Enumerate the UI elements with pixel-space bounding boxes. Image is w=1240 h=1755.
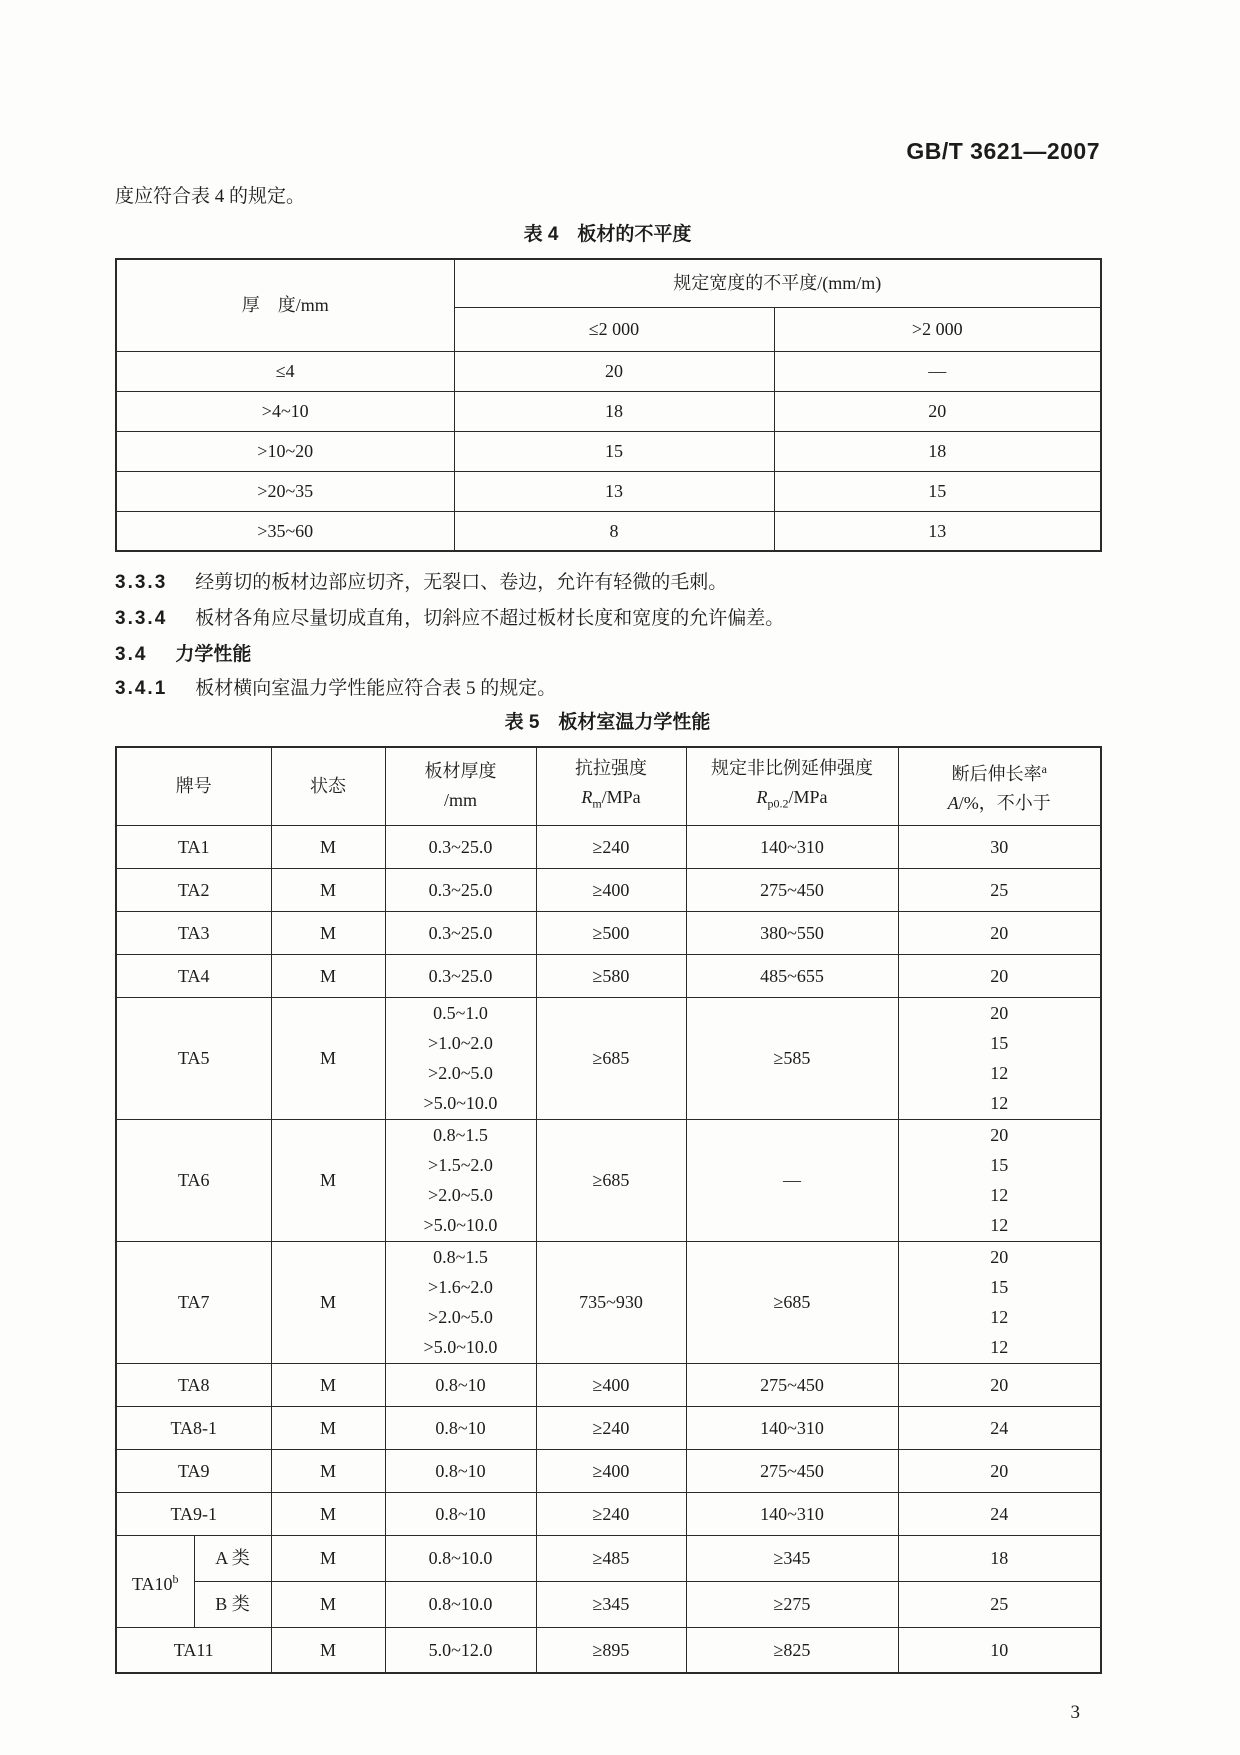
cell: M bbox=[271, 1241, 385, 1363]
cell: 20 bbox=[898, 1449, 1101, 1492]
cell: ≥685 bbox=[536, 997, 686, 1119]
cell-grade: TA5 bbox=[116, 997, 271, 1119]
table5-header-row bbox=[116, 747, 1101, 825]
cell: 13 bbox=[774, 511, 1101, 551]
table-row bbox=[116, 911, 1101, 954]
table4-header-row1 bbox=[116, 259, 1101, 307]
cell: M bbox=[271, 1581, 385, 1627]
cell: M bbox=[271, 997, 385, 1119]
cell: 25 bbox=[898, 868, 1101, 911]
cell: ≥400 bbox=[536, 868, 686, 911]
cell: 140~310 bbox=[686, 1492, 898, 1535]
clause-number: 3.4.1 bbox=[115, 678, 168, 699]
cell: 18 bbox=[454, 391, 774, 431]
cell-elongation-list: 20 15 12 12 bbox=[898, 997, 1101, 1119]
t5-header-yield: 规定非比例延伸强度 $R_{p0.2}$/MPa bbox=[686, 747, 898, 825]
t4-subheader-le2000: ≤2 000 bbox=[454, 307, 774, 351]
table-row bbox=[116, 1119, 1101, 1241]
cell: M bbox=[271, 1449, 385, 1492]
table-row bbox=[116, 1363, 1101, 1406]
cell: 0.8~10.0 bbox=[385, 1581, 536, 1627]
cell-grade: TA11 bbox=[116, 1627, 271, 1673]
cell: 13 bbox=[454, 471, 774, 511]
standard-number: GB/T 3621—2007 bbox=[906, 138, 1100, 164]
table-row bbox=[116, 1581, 1101, 1627]
cell: M bbox=[271, 911, 385, 954]
cell: M bbox=[271, 825, 385, 868]
cell: 24 bbox=[898, 1492, 1101, 1535]
cell-grade: TA1 bbox=[116, 825, 271, 868]
table-row bbox=[116, 1449, 1101, 1492]
cell-grade: TA3 bbox=[116, 911, 271, 954]
cell: 20 bbox=[774, 391, 1101, 431]
cell-grade: TA9-1 bbox=[116, 1492, 271, 1535]
cell: M bbox=[271, 868, 385, 911]
cell: 18 bbox=[898, 1535, 1101, 1581]
table4-title: 表 4 板材的不平度 bbox=[523, 224, 692, 245]
table-mechanical-properties bbox=[115, 746, 1102, 1674]
cell: >35~60 bbox=[116, 511, 454, 551]
cell: 25 bbox=[898, 1581, 1101, 1627]
table-flatness bbox=[115, 258, 1102, 552]
cell: ≥240 bbox=[536, 825, 686, 868]
cell-grade: TA2 bbox=[116, 868, 271, 911]
cell: — bbox=[774, 351, 1101, 391]
cell: M bbox=[271, 1535, 385, 1581]
table-row bbox=[116, 1406, 1101, 1449]
t4-header-flatness: 规定宽度的不平度/(mm/m) bbox=[454, 259, 1101, 307]
cell-class: A 类 bbox=[194, 1535, 271, 1581]
cell: ≥400 bbox=[536, 1363, 686, 1406]
cell: 0.3~25.0 bbox=[385, 825, 536, 868]
table-row bbox=[116, 825, 1101, 868]
cell-grade-ta10: TA10$^b$ bbox=[116, 1535, 194, 1627]
cell: ≥585 bbox=[686, 997, 898, 1119]
cell: 8 bbox=[454, 511, 774, 551]
cell: 0.8~10 bbox=[385, 1492, 536, 1535]
table-row bbox=[116, 351, 1101, 391]
cell: 0.3~25.0 bbox=[385, 954, 536, 997]
table-row bbox=[116, 391, 1101, 431]
cell-grade: TA6 bbox=[116, 1119, 271, 1241]
table-row bbox=[116, 471, 1101, 511]
t5-header-tensile: 抗拉强度 $R_m$/MPa bbox=[536, 747, 686, 825]
cell: 275~450 bbox=[686, 1449, 898, 1492]
cell-elongation-list: 20 15 12 12 bbox=[898, 1119, 1101, 1241]
cell: 10 bbox=[898, 1627, 1101, 1673]
cell: 380~550 bbox=[686, 911, 898, 954]
cell: 15 bbox=[774, 471, 1101, 511]
cell: ≥485 bbox=[536, 1535, 686, 1581]
cell: 140~310 bbox=[686, 825, 898, 868]
cell: 18 bbox=[774, 431, 1101, 471]
cell-thickness-list: 0.8~1.5 >1.6~2.0 >2.0~5.0 >5.0~10.0 bbox=[385, 1241, 536, 1363]
cell: M bbox=[271, 1492, 385, 1535]
cell: ≥580 bbox=[536, 954, 686, 997]
table-row bbox=[116, 1627, 1101, 1673]
cell: 20 bbox=[454, 351, 774, 391]
cell: 20 bbox=[898, 1363, 1101, 1406]
cell: 140~310 bbox=[686, 1406, 898, 1449]
table-row bbox=[116, 1535, 1101, 1581]
cell: M bbox=[271, 954, 385, 997]
cell: 15 bbox=[454, 431, 774, 471]
cell-thickness-list: 0.8~1.5 >1.5~2.0 >2.0~5.0 >5.0~10.0 bbox=[385, 1119, 536, 1241]
clause-number: 3.3.3 bbox=[115, 572, 168, 593]
clause-3-4-1 bbox=[115, 676, 1100, 702]
t5-header-grade: 牌号 bbox=[116, 747, 271, 825]
cell-grade: TA8-1 bbox=[116, 1406, 271, 1449]
table5-title: 表 5 板材室温力学性能 bbox=[504, 712, 711, 733]
cell: 24 bbox=[898, 1406, 1101, 1449]
clause-heading-text: 力学性能 bbox=[175, 644, 252, 665]
clause-text: 经剪切的板材边部应切齐，无裂口、卷边，允许有轻微的毛刺。 bbox=[195, 572, 728, 593]
cell: ≥500 bbox=[536, 911, 686, 954]
clause-text: 板材横向室温力学性能应符合表 5 的规定。 bbox=[195, 678, 557, 699]
t5-header-thickness: 板材厚度 /mm bbox=[385, 747, 536, 825]
cell: — bbox=[686, 1119, 898, 1241]
cell-grade: TA9 bbox=[116, 1449, 271, 1492]
cell: 20 bbox=[898, 954, 1101, 997]
t4-subheader-gt2000: >2 000 bbox=[774, 307, 1101, 351]
clause-number: 3.4 bbox=[115, 644, 148, 665]
cell: ≥685 bbox=[536, 1119, 686, 1241]
table-row bbox=[116, 511, 1101, 551]
cell-thickness-list: 0.5~1.0 >1.0~2.0 >2.0~5.0 >5.0~10.0 bbox=[385, 997, 536, 1119]
cell: ≥400 bbox=[536, 1449, 686, 1492]
cell: ≥825 bbox=[686, 1627, 898, 1673]
clause-text: 板材各角应尽量切成直角，切斜应不超过板材长度和宽度的允许偏差。 bbox=[195, 608, 785, 629]
t5-header-state: 状态 bbox=[271, 747, 385, 825]
cell: 485~655 bbox=[686, 954, 898, 997]
cell: 0.3~25.0 bbox=[385, 911, 536, 954]
cell: ≥240 bbox=[536, 1406, 686, 1449]
page-number: 3 bbox=[1070, 1702, 1080, 1723]
cell: ≥240 bbox=[536, 1492, 686, 1535]
cell: M bbox=[271, 1406, 385, 1449]
cell: 5.0~12.0 bbox=[385, 1627, 536, 1673]
table-row bbox=[116, 868, 1101, 911]
cell-grade: TA7 bbox=[116, 1241, 271, 1363]
cell: ≥685 bbox=[686, 1241, 898, 1363]
cell: M bbox=[271, 1119, 385, 1241]
cell: 20 bbox=[898, 911, 1101, 954]
clause-3-3-3 bbox=[115, 570, 1100, 596]
cell: 0.8~10 bbox=[385, 1406, 536, 1449]
cell-class: B 类 bbox=[194, 1581, 271, 1627]
cell: ≤4 bbox=[116, 351, 454, 391]
cell: M bbox=[271, 1627, 385, 1673]
cell-grade: TA4 bbox=[116, 954, 271, 997]
cell: 0.8~10 bbox=[385, 1363, 536, 1406]
clause-number: 3.3.4 bbox=[115, 608, 168, 629]
cell: >10~20 bbox=[116, 431, 454, 471]
cell: M bbox=[271, 1363, 385, 1406]
clause-3-3-4 bbox=[115, 606, 1100, 632]
table-row bbox=[116, 1241, 1101, 1363]
cell: 0.3~25.0 bbox=[385, 868, 536, 911]
cell: ≥275 bbox=[686, 1581, 898, 1627]
cell: 0.8~10.0 bbox=[385, 1535, 536, 1581]
table-row bbox=[116, 431, 1101, 471]
table-row bbox=[116, 954, 1101, 997]
clause-3-4-heading bbox=[115, 642, 1100, 668]
table-row bbox=[116, 997, 1101, 1119]
cell: >4~10 bbox=[116, 391, 454, 431]
cell: ≥345 bbox=[686, 1535, 898, 1581]
cell: 30 bbox=[898, 825, 1101, 868]
cell: 275~450 bbox=[686, 1363, 898, 1406]
t5-header-elongation: 断后伸长率$^a$ A/%，不小于 bbox=[898, 747, 1101, 825]
cell: 0.8~10 bbox=[385, 1449, 536, 1492]
cell: ≥345 bbox=[536, 1581, 686, 1627]
cell: ≥895 bbox=[536, 1627, 686, 1673]
cell: >20~35 bbox=[116, 471, 454, 511]
cell-elongation-list: 20 15 12 12 bbox=[898, 1241, 1101, 1363]
cell: 735~930 bbox=[536, 1241, 686, 1363]
intro-text: 度应符合表 4 的规定。 bbox=[115, 186, 306, 207]
cell-grade: TA8 bbox=[116, 1363, 271, 1406]
cell: 275~450 bbox=[686, 868, 898, 911]
table-row bbox=[116, 1492, 1101, 1535]
t4-header-thickness: 厚 度/mm bbox=[116, 259, 454, 351]
